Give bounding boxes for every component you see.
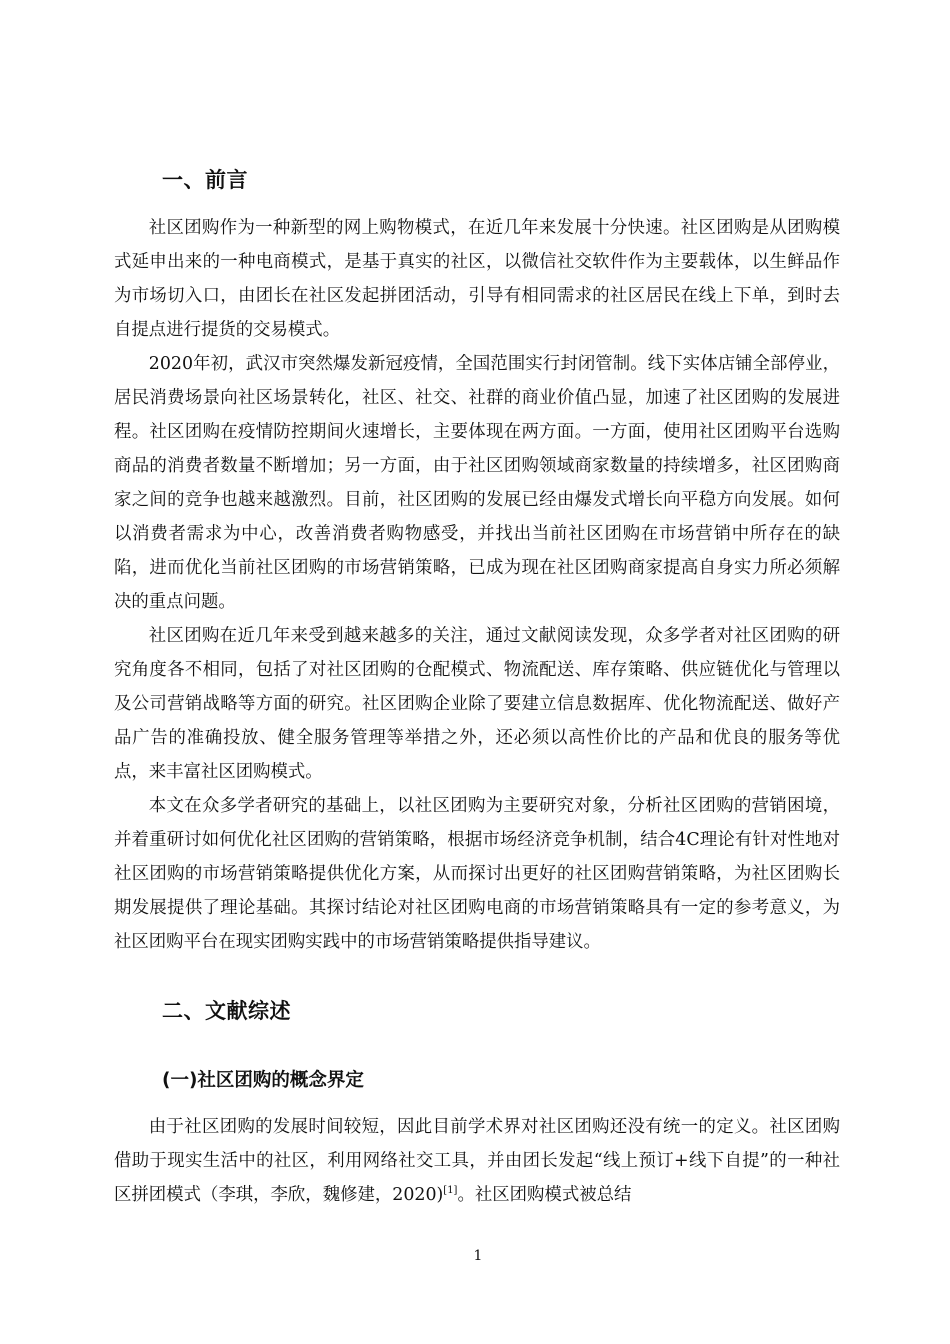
concept-paragraph-tail: 。社区团购模式被总结 [457,1185,632,1205]
concept-paragraph [114,1110,840,1212]
citation-marker[interactable]: [1] [443,1185,458,1197]
section-heading-review: 二、文献综述 [162,999,291,1023]
page-number: 1 [473,1248,483,1264]
intro-body [114,211,840,959]
subsection-heading-concept: (一)社区团购的概念界定 [162,1070,364,1091]
concept-paragraph-text: 由于社区团购的发展时间较短，因此目前学术界对社区团购还没有统一的定义。社区团购借助于现实生活中的社区，利用网络社交工具，并由团长发起“线上预订+线下自提”的一种社区拼团模式（李琪，李欣，魏修建，2020) [114,1117,840,1205]
intro-paragraph-2: 2020年初，武汉市突然爆发新冠疫情，全国范围实行封闭管制。线下实体店铺全部停业，居民消费场景向社区场景转化，社区、社交、社群的商业价值凸显，加速了社区团购的发展进程。社区团购在疫情防控期间火速增长，主要体现在两方面。一方面，使用社区团购平台选购商品的消费者数量不断增加；另一方面，由于社区团购领域商家数量的持续增多，社区团购商家之间的竞争也越来越激烈。目前，社区团购的发展已经由爆发式增长向平稳方向发展。如何以消费者需求为中心，改善消费者购物感受，并找出当前社区团购在市场营销中所存在的缺陷，进而优化当前社区团购的市场营销策略，已成为现在社区团购商家提高自身实力所必须解决的重点问题。 [114,354,840,612]
intro-paragraph-1: 社区团购作为一种新型的网上购物模式，在近几年来发展十分快速。社区团购是从团购模式延申出来的一种电商模式，是基于真实的社区，以微信社交软件作为主要载体，以生鲜品作为市场切入口，由团长在社区发起拼团活动，引导有相同需求的社区居民在线上下单，到时去自提点进行提货的交易模式。 [114,218,840,340]
intro-paragraph-4: 本文在众多学者研究的基础上，以社区团购为主要研究对象，分析社区团购的营销困境，并着重研讨如何优化社区团购的营销策略，根据市场经济竞争机制，结合4C理论有针对性地对社区团购的市场营销策略提供优化方案，从而探讨出更好的社区团购营销策略，为社区团购长期发展提供了理论基础。其探讨结论对社区团购电商的市场营销策略具有一定的参考意义，为社区团购平台在现实团购实践中的市场营销策略提供指导建议。 [114,796,840,952]
section-heading-intro: 一、前言 [162,168,248,192]
intro-paragraph-3: 社区团购在近几年来受到越来越多的关注，通过文献阅读发现，众多学者对社区团购的研究角度各不相同，包括了对社区团购的仓配模式、物流配送、库存策略、供应链优化与管理以及公司营销战略等方面的研究。社区团购企业除了要建立信息数据库、优化物流配送、做好产品广告的准确投放、健全服务管理等举措之外，还必须以高性价比的产品和优良的服务等优点，来丰富社区团购模式。 [114,626,840,782]
